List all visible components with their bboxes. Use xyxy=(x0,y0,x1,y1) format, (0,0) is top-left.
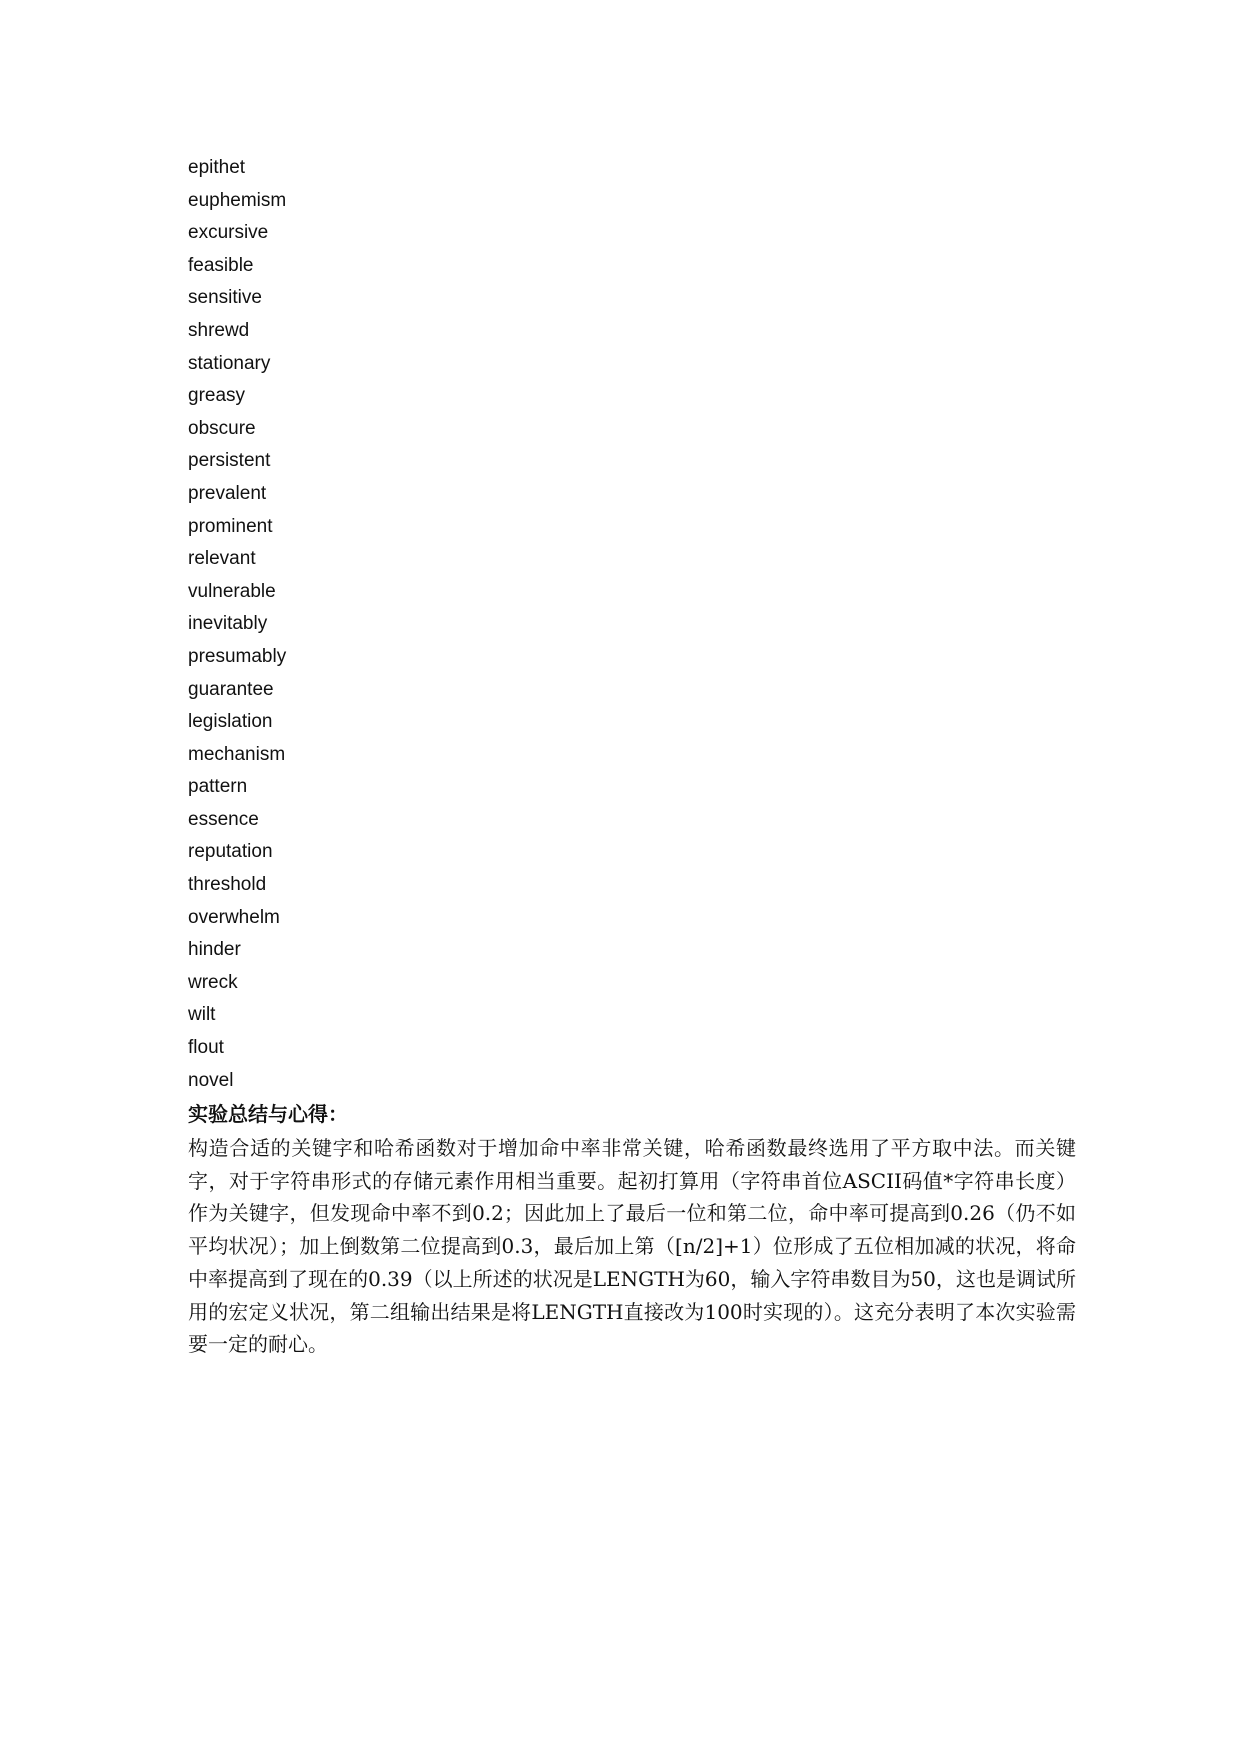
word-item: epithet xyxy=(188,157,246,178)
word-item: legislation xyxy=(188,711,273,733)
word-item: prevalent xyxy=(188,482,267,504)
summary-paragraph: 构造合适的关键字和哈希函数对于增加命中率非常关键，哈希函数最终选用了平方取中法。而关键字，对于字符串形式的存储元素作用相当重要。起初打算用（字符串首位ASCII码值*字符串长度）作为关键字，但发现命中率不到0.2；因此加上了最后一位和第二位，命中率可提高到0.26（仍不如平均状况）；加上倒数第二位提高到0.3，最后加上第（[n/2]+1）位形成了五位相加减的状况，将命中率提高到了现在的0.39（以上所述的状况是LENGTH为60，输入字符串数目为50，这也是调试所用的宏定义状况，第二组输出结果是将LENGTH直接改为100时实现的）。这充分表明了本次实验需要一定的耐心。 xyxy=(188,1136,1076,1357)
word-item: flout xyxy=(188,1037,224,1059)
word-item: novel xyxy=(188,1069,234,1091)
word-item: presumably xyxy=(188,645,287,667)
word-item: sensitive xyxy=(188,287,262,309)
word-item: prominent xyxy=(188,515,273,537)
word-item: stationary xyxy=(188,352,271,374)
word-item: relevant xyxy=(188,548,256,570)
experiment-summary xyxy=(188,1096,1076,1361)
word-item: threshold xyxy=(188,874,267,896)
word-item: euphemism xyxy=(188,189,287,211)
word-item: overwhelm xyxy=(188,906,280,928)
word-item: inevitably xyxy=(188,613,268,635)
word-item: feasible xyxy=(188,254,254,276)
word-item: pattern xyxy=(188,776,248,798)
word-item: guarantee xyxy=(188,678,274,700)
word-list xyxy=(188,152,286,1097)
word-item: wilt xyxy=(188,1004,216,1026)
word-item: mechanism xyxy=(188,743,286,765)
word-item: hinder xyxy=(188,939,241,961)
word-item: essence xyxy=(188,808,259,830)
word-item: reputation xyxy=(188,841,273,863)
word-item: persistent xyxy=(188,450,271,472)
word-item: excursive xyxy=(188,222,269,244)
word-item: wreck xyxy=(188,971,238,993)
word-item: shrewd xyxy=(188,319,250,341)
word-item: obscure xyxy=(188,417,256,439)
word-item: vulnerable xyxy=(188,580,276,602)
summary-heading: 实验总结与心得： xyxy=(188,1102,348,1126)
word-item: greasy xyxy=(188,385,246,407)
